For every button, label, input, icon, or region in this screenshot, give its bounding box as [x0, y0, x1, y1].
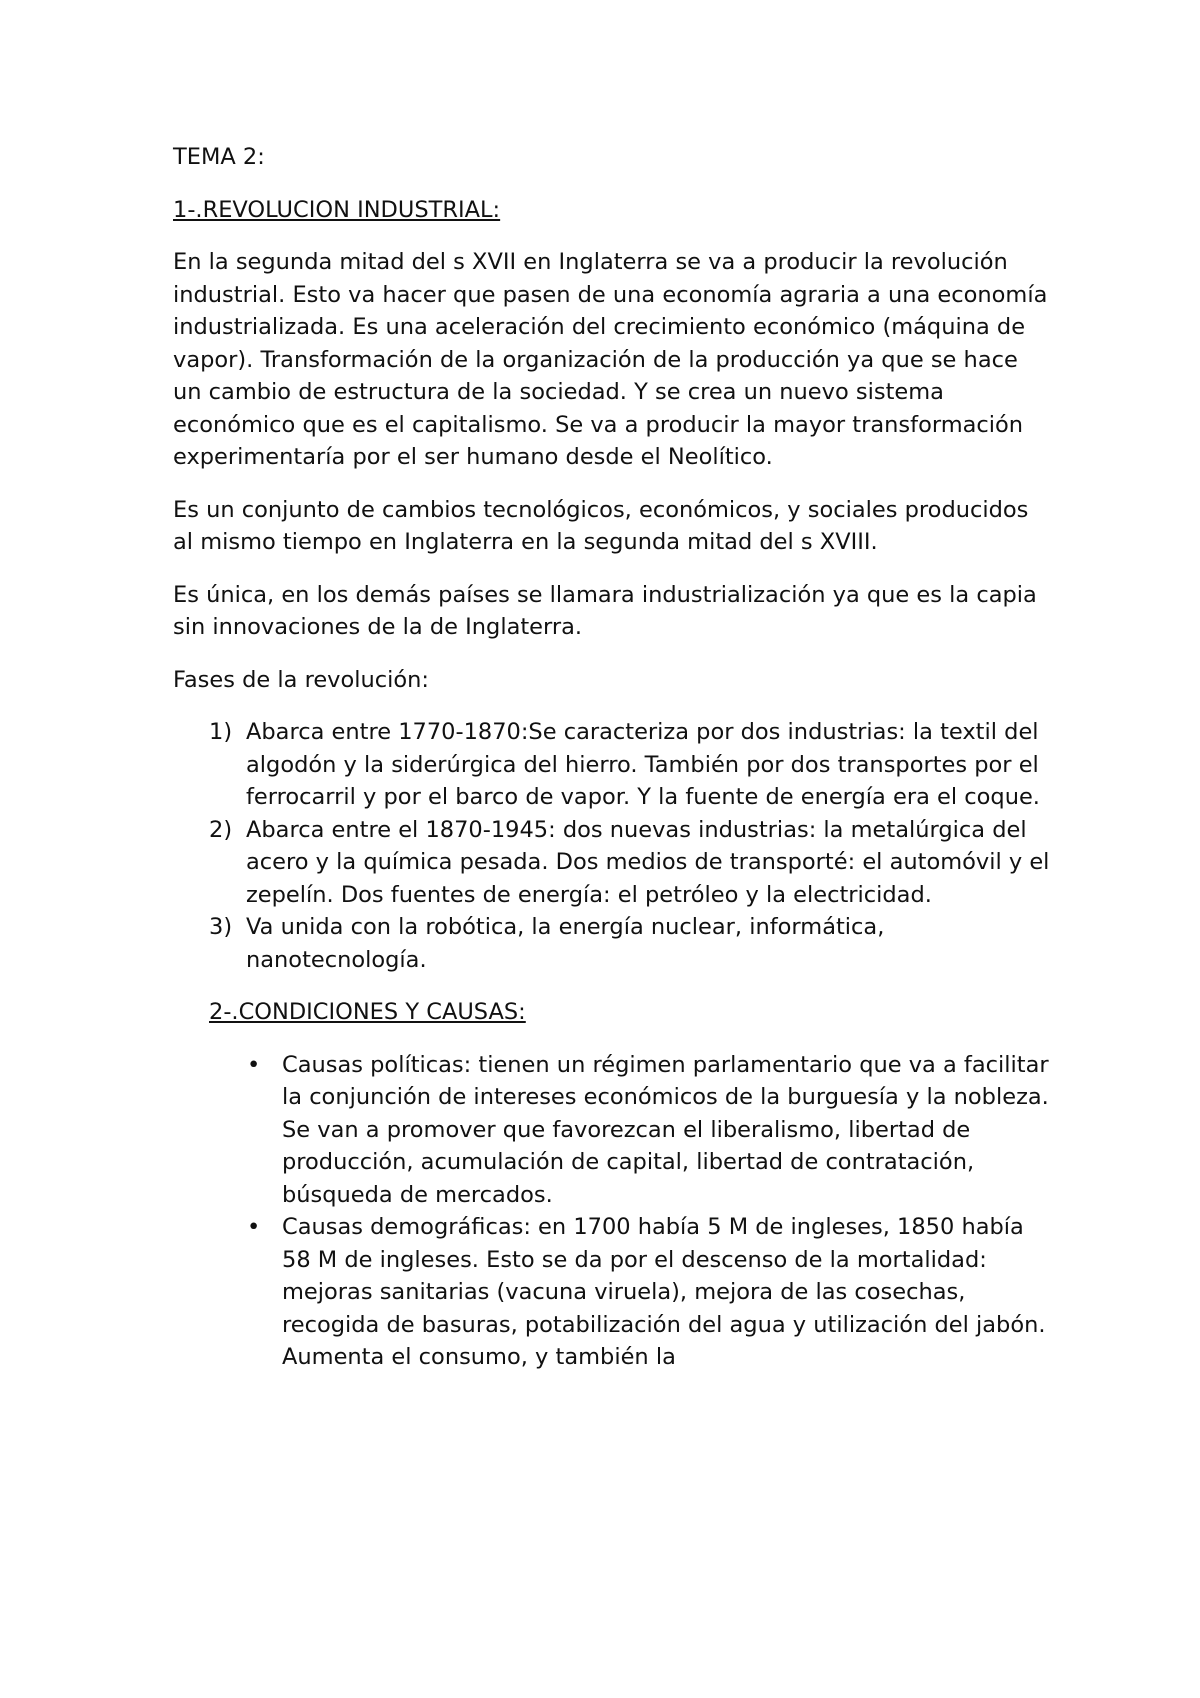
paragraph-1: En la segunda mitad del s XVII en Inglaterra se va a producir la revolución industrial. Esto va hacer que pasen de una economía agraria a una economía industrializada. Es una aceleración del crecimiento económico (máquina de vapor). Transformación de la organización de la producción ya que se hace un cambio de estructura de la sociedad. Y se crea un nuevo sistema económico que es el capitalismo. Se va a producir la mayor transformación experimentaría por el ser humano desde el Neolítico. — [173, 249, 1048, 470]
list-text: Abarca entre el 1870-1945: dos nuevas industrias: la metalúrgica del acero y la química pesada. Dos medios de transporté: el automóvil y el zepelín. Dos fuentes de energía: el petróleo y la electricidad. — [246, 816, 1050, 908]
tema-heading: TEMA 2: — [173, 144, 265, 170]
fases-list — [173, 716, 1053, 976]
list-item — [173, 1049, 1053, 1212]
list-item — [173, 814, 1053, 912]
list-item — [173, 911, 1053, 976]
list-number: 3) — [209, 914, 233, 940]
document-content — [173, 141, 1053, 1374]
paragraph-2: Es un conjunto de cambios tecnológicos, económicos, y sociales producidos al mismo tiempo en Inglaterra en la segunda mitad del s XVIII. — [173, 496, 1029, 555]
list-text: Abarca entre 1770-1870:Se caracteriza por dos industrias: la textil del algodón y la siderúrgica del hierro. También por dos transportes por el ferrocarril y por el barco de vapor. Y la fuente de energía era el coque. — [246, 719, 1040, 810]
section1-title: 1-.REVOLUCION INDUSTRIAL: — [173, 196, 501, 223]
fases-title: Fases de la revolución: — [173, 666, 429, 693]
list-number: 1) — [209, 719, 233, 745]
list-number: 2) — [209, 816, 233, 843]
bullet-icon: • — [247, 1214, 261, 1240]
paragraph-3: Es única, en los demás países se llamara industrialización ya que es la capia sin innovaciones de la de Inglaterra. — [173, 581, 1037, 640]
causas-list — [173, 1049, 1053, 1374]
list-text: Va unida con la robótica, la energía nuclear, informática, nanotecnología. — [246, 914, 885, 973]
list-item — [173, 1211, 1053, 1374]
section2-title: 2-.CONDICIONES Y CAUSAS: — [209, 999, 526, 1025]
list-item — [173, 716, 1053, 814]
list-text: Causas demográficas: en 1700 había 5 M de ingleses, 1850 había 58 M de ingleses. Esto se da por el descenso de la mortalidad: mejoras sanitarias (vacuna viruela), mejora de las cosechas, recogida de basuras, potabilización del agua y utilización del jabón. Aumenta el consumo, y también la — [282, 1214, 1046, 1370]
bullet-icon: • — [247, 1051, 261, 1078]
list-text: Causas políticas: tienen un régimen parlamentario que va a facilitar la conjunción de intereses económicos de la burguesía y la nobleza. Se van a promover que favorezcan el liberalismo, libertad de producción, acumulación de capital, libertad de contratación, búsqueda de mercados. — [282, 1051, 1049, 1208]
